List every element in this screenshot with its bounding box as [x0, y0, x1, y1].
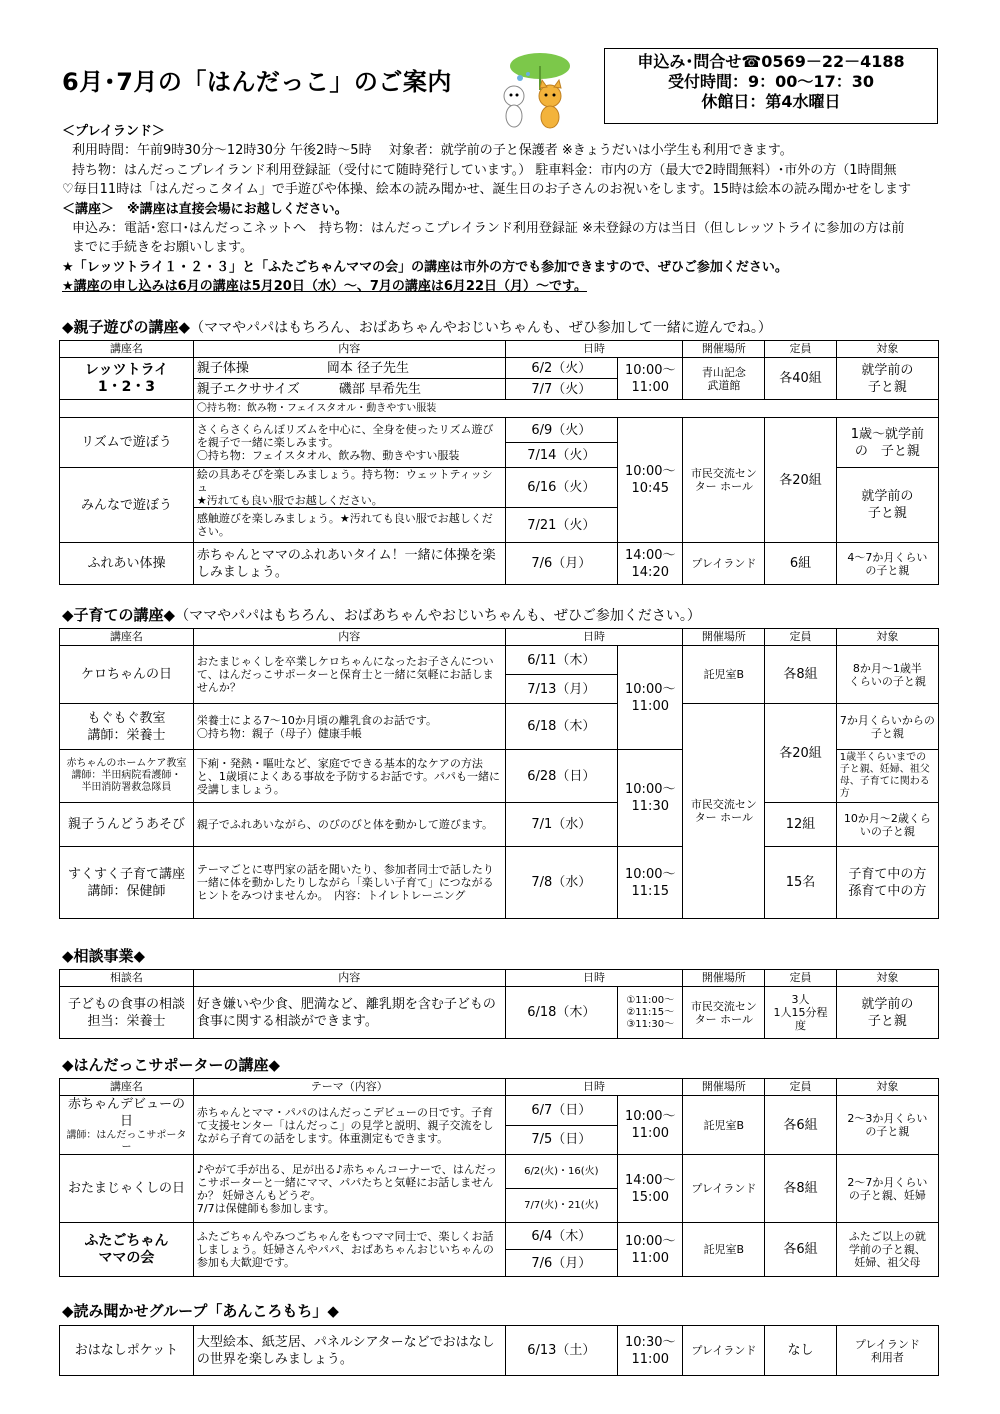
- table-row: ケロちゃんの日 おたまじゃくしを卒業しケロちゃんになったお子さんについて、はんだっこサポーターと保育士と一緒に気軽にお話しませんか？ 6/11（木） 10:00～ 11:00 託児室B 各8組 8か月～1歳半 くらいの子と親: [60, 646, 939, 675]
- course-baby-debut: 赤ちゃんデビューの日 講師：はんだっこサポーター: [60, 1096, 194, 1155]
- course-home-care: 赤ちゃんのホームケア教室 講師：半田病院看護師・ 半田消防署救急隊員: [60, 750, 194, 803]
- course-apply-cont: までに手続きをお願いします。: [72, 240, 253, 256]
- playland-hours: 利用時間：午前9時30分～12時30分 午後2時～5時 対象者：就学前の子と保護者 ※きょうだいは小学生も利用できます。: [72, 143, 793, 159]
- course-rhythm: リズムで遊ぼう: [60, 418, 194, 468]
- note-outside-city: ★「レッツトライ１・２・３」と「ふたごちゃんママの会」の講座は市外の方でも参加できますので、ぜひご参加ください。: [62, 259, 788, 275]
- table-row: ふたごちゃん ママの会 ふたごちゃんやみつごちゃんをもつママ同士で、楽しくお話しましょう。妊婦さんやパパ、おばあちゃんおじいちゃんの参加も大歓迎です。 6/4（木） 10:00～ 11:00 託児室B 各6組 ふたご以上の就 学前の子と親、 妊婦、祖父母: [60, 1223, 939, 1250]
- table-row: 親子うんどうあそび 親子でふれあいながら、のびのびと体を動かして遊びます。 7/1（水） 12組 10か月～2歳くら いの子と親: [60, 803, 939, 847]
- section-title-consultation: ◆相談事業◆: [62, 947, 146, 965]
- contact-phone: 申込み･問合せ☎0569－22－4188: [637, 52, 905, 71]
- table-row: 親子エクササイズ 磯部 早希先生 7/7（火）: [60, 379, 939, 400]
- section-title-supporter: ◆はんだっこサポーターの講座◆: [62, 1056, 281, 1074]
- parenting-table: [59, 628, 939, 919]
- playland-heading: ＜プレイランド＞: [62, 124, 165, 139]
- table-row: もぐもぐ教室 講師：栄養士 栄養士による7～10か月頃の離乳食のお話です。 〇持ち物：親子（母子）健康手帳 6/18（木） 市民交流セン ター ホール 各20組 7か月くらいからの 子と親: [60, 704, 939, 750]
- table-row: 7/5（日）: [60, 1125, 939, 1155]
- table-row: レッツトライ 1・2・3 親子体操 岡本 径子先生 6/2（火） 10:00～ 11:00 青山記念 武道館 各40組 就学前の 子と親: [60, 358, 939, 379]
- table-row: 赤ちゃんのホームケア教室 講師：半田病院看護師・ 半田消防署救急隊員 下痢・発熱・嘔吐など、家庭でできる基本的なケアの方法と、1歳頃によくある事故を予防するお話です。パパも一緒に受講しましょう。 6/28（日） 10:00～ 11:30 1歳半くらいまでの子と親、妊婦、祖父母、子育てに関わる方: [60, 750, 939, 803]
- course-twins-mama: ふたごちゃん ママの会: [60, 1223, 194, 1277]
- table-row: 子どもの食事の相談 担当：栄養士 好き嫌いや少食、肥満など、離乳期を含む子どもの食事に関する相談ができます。 6/18（木） ①11:00～ ②11:15～ ③11:30～ 市民交流セン ター ホール 3人 1人15分程度 就学前の 子と親: [60, 987, 939, 1039]
- course-heading: ＜講座＞ ※講座は直接会場にお越しください。: [62, 201, 348, 217]
- course-mogumogu: もぐもぐ教室 講師：栄養士: [60, 704, 194, 750]
- supporter-table: [59, 1078, 939, 1277]
- course-sukusuku: すくすく子育て講座 講師：保健師: [60, 847, 194, 919]
- table-header-row: 講座名 内容 日時 開催場所 定員 対象: [60, 629, 939, 646]
- consult-meal: 子どもの食事の相談 担当：栄養士: [60, 987, 194, 1039]
- mascot-illustration-icon: [492, 50, 576, 130]
- table-row: 〇持ち物：飲み物・フェイスタオル・動きやすい服装: [60, 400, 939, 418]
- table-header-row: 講座名 内容 日時 開催場所 定員 対象: [60, 341, 939, 358]
- section-title-parent-child-play: ◆親子遊びの講座◆（ママやパパはもちろん、おばあちゃんやおじいちゃんも、ぜひ参加して一緒に遊んでね。）: [62, 318, 772, 336]
- table-row: 赤ちゃんデビューの日 講師：はんだっこサポーター 赤ちゃんとママ・パパのはんだっこデビューの日です。子育て支援センター「はんだっこ」の見学と説明、親子交流をしながら子育ての話をします。体重測定もできます。 6/7（日） 10:00～ 11:00 託児室B 各6組 2～3か月くらい の子と親: [60, 1096, 939, 1126]
- parent-child-play-table: [59, 340, 939, 585]
- playland-daily: ♡毎日11時は「はんだっこタイム」で手遊びや体操、絵本の読み聞かせ、誕生日のお子さんのお祝いをします。15時は絵本の読み聞かせをします: [62, 182, 912, 198]
- table-row: すくすく子育て講座 講師：保健師 テーマごとに専門家の話を聞いたり、参加者同士で話したり一緒に体を動かしたりしながら「楽しい子育て」につながるヒントをみつけませんか。 内容：トイレトレーニング 7/8（水） 10:00～ 11:15 15名 子育て中の方 孫育て中の方: [60, 847, 939, 919]
- course-fureai-taiso: ふれあい体操: [60, 543, 194, 585]
- contact-hours: 受付時間：9：00～17：30: [668, 72, 874, 91]
- playland-items: 持ち物：はんだっこプレイランド利用登録証（受付にて随時発行しています。） 駐車料金：市内の方（最大で2時間無料）･市外の方（1時間無: [72, 162, 897, 178]
- consultation-table: [59, 969, 939, 1039]
- intro-section: [62, 122, 942, 297]
- course-play-together: みんなで遊ぼう: [60, 468, 194, 543]
- table-row: 7/7(火)・21(火): [60, 1189, 939, 1223]
- contact-box: [604, 48, 938, 124]
- storytelling-table: [59, 1325, 939, 1376]
- course-undo-asobi: 親子うんどうあそび: [60, 803, 194, 847]
- table-row: 7/14（火）: [60, 443, 939, 468]
- page-title: 6月･7月の「はんだっこ」のご案内: [62, 68, 452, 96]
- course-lets-try: レッツトライ 1・2・3: [60, 358, 194, 400]
- table-row: ふれあい体操 赤ちゃんとママのふれあいタイム！一緒に体操を楽しみましょう。 7/6（月） 14:00～ 14:20 プレイランド 6組 4～7か月くらい の子と親: [60, 543, 939, 585]
- course-otamajakushi: おたまじゃくしの日: [60, 1155, 194, 1223]
- table-row: みんなで遊ぼう 絵の具あそびを楽しみましょう。持ち物：ウェットティッシュ ★汚れても良い服でお越しください。 6/16（火） 就学前の 子と親: [60, 468, 939, 508]
- table-row: 7/6（月）: [60, 1250, 939, 1277]
- table-row: おたまじゃくしの日 ♪やがて手が出る、足が出る♪赤ちゃんコーナーで、はんだっこサポーターと一緒にママ、パパたちと気軽にお話しませんか？ 妊婦さんもどうぞ。 7/7は保健師も参加します。 6/2(火)・16(火) 14:00～ 15:00 プレイランド 各8組 2～7か月くらい の子と親、妊婦: [60, 1155, 939, 1189]
- course-apply: 申込み：電話･窓口･はんだっこネットへ 持ち物：はんだっこプレイランド利用登録証 ※未登録の方は当日（但しレッツトライに参加の方は前: [72, 221, 905, 237]
- course-kero-chan: ケロちゃんの日: [60, 646, 194, 704]
- section-title-parenting: ◆子育ての講座◆（ママやパパはもちろん、おばあちゃんやおじいちゃんも、ぜひご参加ください。）: [62, 606, 701, 624]
- course-ohanashi-pocket: おはなしポケット: [60, 1326, 194, 1376]
- contact-closed-day: 休館日：第4水曜日: [701, 92, 841, 111]
- table-row: おはなしポケット 大型絵本、紙芝居、パネルシアターなどでおはなしの世界を楽しみましょう。 6/13（土） 10:30～ 11:00 プレイランド なし プレイランド 利用者: [60, 1326, 939, 1376]
- note-application-dates: ★講座の申し込みは6月の講座は5月20日（水）～、7月の講座は6月22日（月）～です。: [62, 279, 587, 295]
- table-row: 感触遊びを楽しみましょう。★汚れても良い服でお越しください。 7/21（火）: [60, 508, 939, 543]
- table-row: リズムで遊ぼう さくらさくらんぼリズムを中心に、全身を使ったリズム遊びを親子で一緒に楽しみます。 〇持ち物：フェイスタオル、飲み物、動きやすい服装 6/9（火） 10:00～ 10:45 市民交流セン ター ホール 各20組 1歳～就学前 の 子と親: [60, 418, 939, 443]
- section-title-storytelling: ◆読み聞かせグループ「あんころもち」◆: [62, 1302, 339, 1320]
- table-row: 7/13（月）: [60, 675, 939, 704]
- table-header-row: 講座名 テーマ（内容） 日時 開催場所 定員 対象: [60, 1079, 939, 1096]
- table-header-row: 相談名 内容 日時 開催場所 定員 対象: [60, 970, 939, 987]
